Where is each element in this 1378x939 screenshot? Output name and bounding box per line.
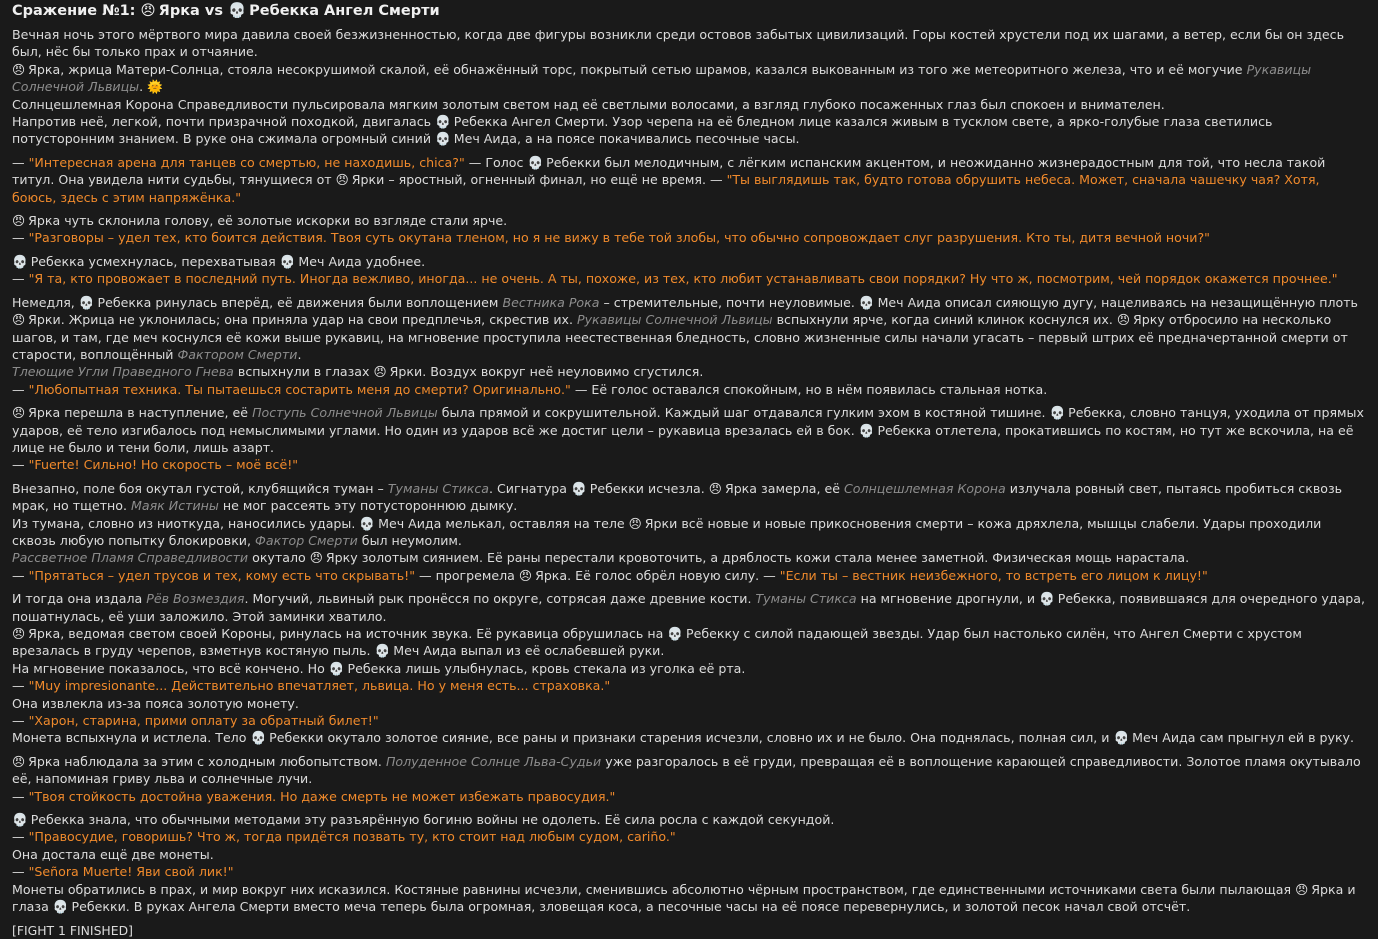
text: с силой падающей звезды. Удар был настолько силён, что Ангел Смерти с хрустом врезалась в груду черепов, взметнув костяную пыль. bbox=[12, 626, 1302, 659]
yarka-ref: 😠 Ярки bbox=[336, 172, 385, 187]
yarka-ref: 😠 Ярки bbox=[629, 516, 678, 531]
ability-crown: Солнцешлемная Корона bbox=[843, 480, 1006, 496]
yarka-ref: 😠 Ярка bbox=[12, 754, 60, 769]
text: знала, что обычными методами эту разъярённую богиню войны не одолеть. Её сила росла с каждой секундой. bbox=[88, 812, 835, 828]
text: . Воздух вокруг неё неуловимо сгустился. bbox=[422, 364, 704, 380]
quote: "Разговоры – удел тех, кто боится действия. Твоя суть окутана тленом, но я не вижу в тебе той злобы, что обычно сопровождает слуг разрушения. Кто ты, дитя вечной ночи?" bbox=[28, 230, 1210, 246]
text: Монета вспыхнула и истлела. Тело bbox=[12, 730, 247, 746]
yarka-ref: 😠 Ярка bbox=[12, 626, 60, 641]
paragraph-roar bbox=[12, 590, 1366, 747]
quote: "Fuerte! Сильно! Но скорость – моё всё!" bbox=[28, 457, 299, 473]
yarka-ref: 😠 Ярку bbox=[1117, 312, 1165, 327]
sword-ref: 💀 Меч Аида bbox=[375, 643, 457, 658]
paragraph-clash-2 bbox=[12, 404, 1366, 474]
quote: "Правосудие, говоришь? Что ж, тогда придётся позвать ту, кто стоит над любым судом, cariño." bbox=[28, 829, 676, 845]
ability-gloves: Рукавицы Солнечной Львицы bbox=[577, 312, 773, 328]
sword-ref: 💀 Меч Аида bbox=[1113, 730, 1195, 745]
yarka-ref: 😠 Ярка bbox=[12, 213, 60, 228]
dash: — bbox=[12, 154, 25, 170]
rebekka-ref: 💀 Ребекки bbox=[571, 481, 644, 496]
text: золотым сиянием. Её раны перестали кровоточить, а дряблость кожи стала менее заметной. Физическая мощь нарастала. bbox=[361, 550, 1190, 566]
rebekka-ref: 💀 Ребекка bbox=[329, 661, 401, 676]
text: наблюдала за этим с холодным любопытством. bbox=[64, 753, 382, 769]
yarka-ref: 😠 Ярку bbox=[310, 550, 358, 565]
text: отбросило на несколько шагов, и там, где меч коснулся её кожи выше рукавиц, на мгновение проступила неестественная бледность, словно жизненные силы начали угасать – первый штрих её предначертанной смерти от старости, воплощённый bbox=[12, 312, 1348, 362]
sword-ref: 💀 Меч Аида bbox=[859, 295, 941, 310]
dash: — bbox=[12, 678, 25, 694]
quote: "Muy impresionante... Действительно впечатляет, львица. Но у меня есть... страховка." bbox=[28, 678, 611, 694]
text: была прямой и сокрушительной. Каждый шаг отдавался гулким эхом в костяной тишине. bbox=[441, 405, 1046, 421]
ability-sun: Полуденное Солнце Льва-Судьи bbox=[385, 753, 602, 769]
dash: — bbox=[12, 230, 25, 246]
rebekka-ref: 💀 Ребекка bbox=[12, 254, 84, 269]
ability-beacon: Маяк Истины bbox=[131, 498, 219, 514]
text: Напротив неё, легкой, почти призрачной походкой, двигалась bbox=[12, 114, 432, 130]
text: уже разгоралось в её груди, превращая её в воплощение карающей справедливости. Золотое пламя окутывало её, напоминая гриву льва и солнечные лучи. bbox=[12, 753, 1361, 787]
ability-factor: Фактор Смерти bbox=[255, 532, 358, 548]
text: , жрица Матери-Солнца, стояла несокрушимой скалой, её обнажённый торс, покрытый сетью шрамов, казался выкованным из того же метеоритного железа, что и её могучие bbox=[60, 61, 1243, 77]
text: Немедля, bbox=[12, 294, 75, 310]
text: Из тумана, словно из ниоткуда, наносились удары. bbox=[12, 515, 356, 531]
dash: — bbox=[12, 864, 25, 880]
text: Солнцешлемная Корона Справедливости пульсировала мягким золотым светом над её светлыми волосами, а взгляд глубоко посаженных глаз был спокоен и внимателен. bbox=[12, 96, 1165, 112]
text: вспыхнули в глазах bbox=[237, 364, 370, 380]
sword-ref: 💀 Меч Аида bbox=[280, 254, 362, 269]
ability-gloves: Рукавицы Солнечной Львицы bbox=[12, 61, 1312, 95]
quote: "Интересная арена для танцев со смертью, не находишь, chica?" bbox=[28, 154, 465, 170]
text: чуть склонила голову, её золотые искорки во взгляде стали ярче. bbox=[64, 213, 508, 229]
text: Монеты обратились в прах, и мир вокруг них исказился. Костяные равнины исчезли, сменившись абсолютно чёрным пространством, где единственными источниками света были пылающая bbox=[12, 881, 1292, 897]
fight-title bbox=[12, 2, 1366, 20]
text: не мог рассеять эту потустороннюю дымку. bbox=[222, 498, 518, 514]
text: . Могучий, львиный рык пронёсся по округе, сотрясая даже древние кости. bbox=[244, 591, 752, 607]
yarka-name: 😠 Ярка bbox=[141, 3, 200, 19]
dash: — bbox=[12, 271, 25, 287]
text: лишь улыбнулась, кровь стекала из уголка её рта. bbox=[405, 660, 746, 676]
ability-herald: Вестника Рока bbox=[502, 294, 600, 310]
text: – стремительные, почти неуловимые. bbox=[603, 294, 855, 310]
text: и глаза bbox=[12, 881, 1356, 915]
text: , а на поясе покачивались песочные часы. bbox=[517, 131, 800, 147]
text: всё новые и новые прикосновения смерти – кожа дряхлела, мышцы слабели. Удары проходили сквозь любую попытку блокировки, bbox=[12, 515, 1322, 548]
text: исчезла. bbox=[648, 480, 705, 496]
sun-icon bbox=[143, 79, 163, 94]
text: усмехнулась, перехватывая bbox=[88, 253, 276, 269]
text: . В руках Ангела Смерти вместо меча теперь была огромная, зловещая коса, а песочные часы на её поясе перевернулись, и золотой песок начал свой отсчёт. bbox=[125, 899, 1191, 915]
fight-finished-label: [FIGHT 1 FINISHED] bbox=[12, 922, 133, 938]
quote: "Любопытная техника. Ты пытаешься состарить меня до смерти? Оригинально." bbox=[28, 381, 571, 397]
quote: "Харон, старина, прими оплату за обратный билет!" bbox=[28, 713, 379, 729]
text: Вечная ночь этого мёртвого мира давила своей безжизненностью, когда две фигуры возникли среди остовов забытых цивилизаций. Горы костей хрустели под их шагами, а ветер, если бы он здесь был, нёс бы только прах и отчаяние. bbox=[12, 27, 1345, 60]
text: вспыхнули ярче, когда синий клинок коснулся их. bbox=[776, 312, 1113, 328]
text: описал сияющую дугу, нацеливаясь на незащищённую плоть bbox=[944, 294, 1358, 310]
quote: "Твоя стойкость достойна уважения. Но даже смерть не может избежать правосудия." bbox=[28, 788, 616, 804]
yarka-ref: 😠 Ярка bbox=[709, 481, 757, 496]
rebekka-name: 💀 Ребекка Ангел Смерти bbox=[228, 3, 440, 19]
yarka-ref: 😠 Ярки bbox=[374, 364, 423, 379]
paragraph-intro: Вечная ночь этого мёртвого мира давила своей безжизненностью, когда две фигуры возникли среди остовов забытых цивилизаций. Горы костей хрустели под их шагами, а ветер, если бы он здесь был, нёс бы только прах и отчаяние. 😠 Ярка, жрица Матери-Солнца, стояла несокрушимой скалой, её обнажённый торс, покрытый сетью шрамов, казался выкованным из того же метеоритного железа, что и её могучие Рукавицы Солнечной Львицы. 🌞 Солнцешлемная Корона Справедливости пульсировала мягким золотым светом над её светлыми волосами, а взгляд глубоко посаженных глаз был спокоен и внимателен. Напротив неё, легкой, почти призрачной походкой, двигалась 💀 Ребекка Ангел Смерти. Узор черепа на её бледном лице казался живым в тусклом свете, а ярко-голубые глаза светились потусторонним знанием. В руке она сжимала огромный синий 💀 Меч Аида, а на поясе покачивались песочные часы. bbox=[12, 26, 1366, 148]
yarka-ref: 😠 Ярка bbox=[12, 62, 60, 77]
text: — прогремела bbox=[419, 567, 515, 583]
rebekka-ref: 💀 Ребекка bbox=[859, 423, 931, 438]
text: . Сигнатура bbox=[488, 480, 568, 496]
text: излучала ровный свет, пытаясь пробиться сквозь мрак, но тщетно. bbox=[12, 480, 1343, 514]
paragraph-clash-1 bbox=[12, 294, 1366, 398]
paragraph-mist bbox=[12, 480, 1366, 584]
dash: — bbox=[12, 567, 25, 583]
ability-embers: Тлеющие Угли Праведного Гнева bbox=[12, 364, 234, 380]
text: Она извлекла из-за пояса золотую монету. bbox=[12, 695, 299, 711]
text: был мелодичным, с лёгким испанским акцентом, и неожиданно жизнерадостным для той, что несла такой титул. Она увидела нити судьбы, тянущиеся от bbox=[12, 154, 1326, 188]
yarka-ref: 😠 Ярка bbox=[1295, 882, 1343, 897]
paragraph-dialogue-1 bbox=[12, 154, 1366, 206]
text: сам прыгнул ей в руку. bbox=[1199, 730, 1355, 746]
text: замерла, её bbox=[761, 480, 840, 496]
ability-flame: Рассветное Пламя Справедливости bbox=[12, 550, 249, 566]
quote: "Прятаться – удел трусов и тех, кому есть что скрывать!" bbox=[28, 567, 415, 583]
dash: — bbox=[12, 457, 25, 473]
dash: — bbox=[12, 829, 25, 845]
text: мелькал, оставляя на теле bbox=[445, 515, 625, 531]
text: И тогда она издала bbox=[12, 591, 143, 607]
dash: — bbox=[12, 381, 25, 397]
paragraph-judgement bbox=[12, 753, 1366, 805]
ability-mist: Туманы Стикса bbox=[387, 480, 489, 496]
text: Она достала ещё две монеты. bbox=[12, 846, 214, 862]
paragraph-finale bbox=[12, 811, 1366, 915]
yarka-ref: 😠 Ярки bbox=[12, 312, 61, 327]
text: удобнее. bbox=[365, 253, 426, 269]
sword-ref: 💀 Меч Аида bbox=[435, 131, 517, 146]
quote: "Ты выглядишь так, будто готова обрушить небеса. Может, сначала чашечку чая? Хотя, боюсь, здесь с этим напряжёнка." bbox=[12, 172, 1320, 205]
quote: "Если ты – вестник неизбежного, то встреть его лицом к лицу!" bbox=[779, 567, 1208, 583]
ability-factor: Фактором Смерти bbox=[177, 346, 298, 362]
quote: "Señora Muerte! Яви свой лик!" bbox=[28, 864, 234, 880]
text: Внезапно, поле боя окутал густой, клубящийся туман – bbox=[12, 480, 384, 496]
paragraph-dialogue-3 bbox=[12, 253, 1366, 288]
text: — Голос bbox=[468, 154, 524, 170]
text: ринулась вперёд, её движения были воплощением bbox=[155, 294, 499, 310]
rebekka-ref: 💀 Ребекки bbox=[250, 730, 323, 745]
text: , словно танцуя, уходила от прямых ударов, её тело изгибалось под немыслимыми углами. Но один из ударов всё же достиг цели – рукавица врезалась ей в бок. bbox=[12, 405, 1364, 438]
dash: — bbox=[12, 713, 25, 729]
dash: — bbox=[12, 788, 25, 804]
text: выпал из её ослабевшей руки. bbox=[460, 643, 665, 659]
text: . Её голос обрёл новую силу. — bbox=[567, 567, 776, 583]
text: . Жрица не уклонилась; она приняла удар на свои предплечья, скрестив их. bbox=[60, 312, 573, 328]
sword-ref: 💀 Меч Аида bbox=[359, 516, 441, 531]
rebekka-ref: 💀 Ребекка bbox=[1039, 591, 1111, 606]
rebekka-ref: 💀 Ребекка bbox=[12, 812, 84, 827]
text: . Узор черепа на её бледном лице казался живым в тусклом свете, а ярко-голубые глаза светились потусторонним знанием. В руке она сжимала огромный синий bbox=[12, 114, 1273, 147]
title-prefix: Сражение №1: bbox=[12, 3, 136, 19]
text: отлетела, прокатившись по костям, но тут же вскочила, на её лице не было и тени боли, лишь азарт. bbox=[12, 422, 1354, 455]
rebekka-ref: 💀 Ребекки bbox=[53, 899, 126, 914]
text: окутало золотое сияние, все раны и признаки старения исчезли, словно их и не было. Она поднялась, полная сил, и bbox=[327, 730, 1110, 746]
text: — Её голос оставался спокойным, но в нём появилась стальная нотка. bbox=[574, 381, 1048, 397]
rebekka-ref: 💀 Ребекка bbox=[1049, 405, 1121, 420]
rebekka-ref: 💀 Ребекку bbox=[667, 626, 739, 641]
text: . bbox=[297, 346, 302, 362]
quote: "Я та, кто провожает в последний путь. Иногда вежливо, иногда... не очень. А ты, похоже, из тех, кто любит устанавливать свои порядки? Ну что ж, посмотрим, чей порядок окажется прочнее." bbox=[28, 271, 1338, 287]
text: На мгновение показалось, что всё кончено. Но bbox=[12, 660, 325, 676]
text: , ведомая светом своей Короны, ринулась на источник звука. Её рукавица обрушилась на bbox=[60, 626, 664, 641]
yarka-ref: 😠 Ярка bbox=[519, 568, 567, 583]
text: – яростный, огненный финал, но ещё не время. — bbox=[388, 172, 723, 188]
ability-mist: Туманы Стикса bbox=[755, 591, 857, 607]
rebekka-ref: 💀 Ребекка Ангел Смерти bbox=[435, 114, 604, 129]
text: , появившаяся для очередного удара, пошатнулась, её уши заложило. Этой заминки хватило. bbox=[12, 591, 1365, 624]
vs-label: vs bbox=[204, 3, 223, 19]
ability-roar: Рёв Возмездия bbox=[146, 591, 245, 607]
paragraph-dialogue-2 bbox=[12, 212, 1366, 247]
ability-step: Поступь Солнечной Львицы bbox=[252, 405, 438, 421]
text: на мгновение дрогнули, и bbox=[860, 591, 1036, 607]
text: перешла в наступление, её bbox=[64, 405, 249, 421]
text: окутало bbox=[252, 550, 306, 566]
yarka-ref: 😠 Ярка bbox=[12, 405, 60, 420]
rebekka-ref: 💀 Ребекка bbox=[79, 295, 151, 310]
text: был неумолим. bbox=[361, 532, 462, 548]
rebekka-ref: 💀 Ребекки bbox=[527, 155, 600, 170]
